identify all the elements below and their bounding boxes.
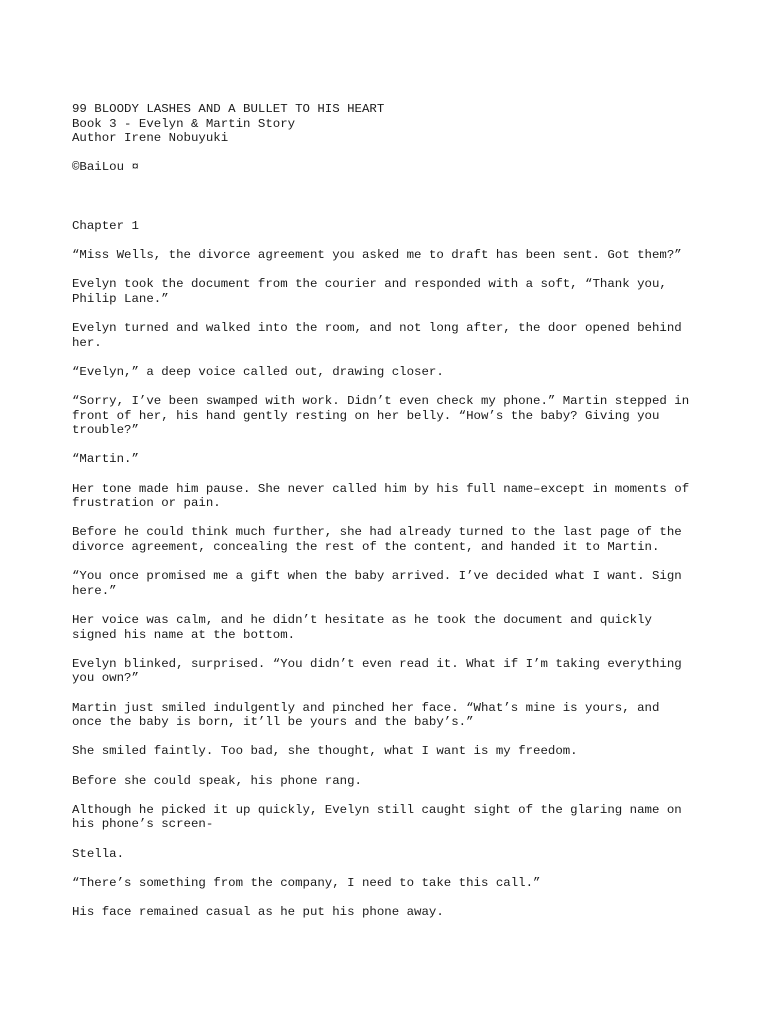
paragraph: His face remained casual as he put his phone away.: [72, 904, 444, 919]
paragraph: “Martin.”: [72, 452, 139, 467]
paragraph: Evelyn turned and walked into the room, and not long after, the door opened behind her.: [72, 321, 682, 350]
paragraph: Evelyn took the document from the courier and responded with a soft, “Thank you, Philip Lane.”: [72, 277, 667, 306]
paragraph: She smiled faintly. Too bad, she thought, what I want is my freedom.: [72, 744, 578, 759]
document-page: [72, 102, 702, 919]
paragraph: Stella.: [72, 846, 125, 861]
book-subtitle: Book 3 - Evelyn & Martin Story: [72, 116, 296, 131]
copyright-notice: ©BaiLou ¤: [72, 160, 139, 175]
paragraph: “You once promised me a gift when the baby arrived. I’ve decided what I want. Sign here.”: [72, 569, 682, 598]
paragraph: Before she could speak, his phone rang.: [72, 773, 362, 788]
book-title: 99 BLOODY LASHES AND A BULLET TO HIS HEART: [72, 102, 385, 116]
book-author: Author Irene Nobuyuki: [72, 131, 229, 146]
paragraph: Before he could think much further, she had already turned to the last page of the divorce agreement, concealing the rest of the content, and handed it to Martin.: [72, 525, 682, 555]
paragraph: “There’s something from the company, I need to take this call.”: [72, 875, 541, 890]
paragraph: Her tone made him pause. She never called him by his full name–except in moments of frustration or pain.: [72, 481, 690, 511]
paragraph: Martin just smiled indulgently and pinched her face. “What’s mine is yours, and once the baby is born, it’ll be yours and the baby’s.”: [72, 700, 660, 730]
paragraph: Her voice was calm, and he didn’t hesitate as he took the document and quickly signed his name at the bottom.: [72, 613, 652, 642]
chapter-body: [72, 219, 702, 920]
paragraph: Evelyn blinked, surprised. “You didn’t even read it. What if I’m taking everything you own?”: [72, 656, 682, 686]
chapter-heading: Chapter 1: [72, 218, 139, 233]
paragraph: “Evelyn,” a deep voice called out, drawing closer.: [72, 364, 444, 379]
book-header: [72, 102, 702, 146]
paragraph: Although he picked it up quickly, Evelyn still caught sight of the glaring name on his phone’s screen-: [72, 802, 682, 832]
paragraph: “Sorry, I’ve been swamped with work. Didn’t even check my phone.” Martin stepped in front of her, his hand gently resting on her belly. “How’s the baby? Giving you trouble?”: [72, 394, 690, 438]
paragraph-list: [72, 248, 702, 919]
paragraph: “Miss Wells, the divorce agreement you asked me to draft has been sent. Got them?”: [72, 248, 682, 263]
